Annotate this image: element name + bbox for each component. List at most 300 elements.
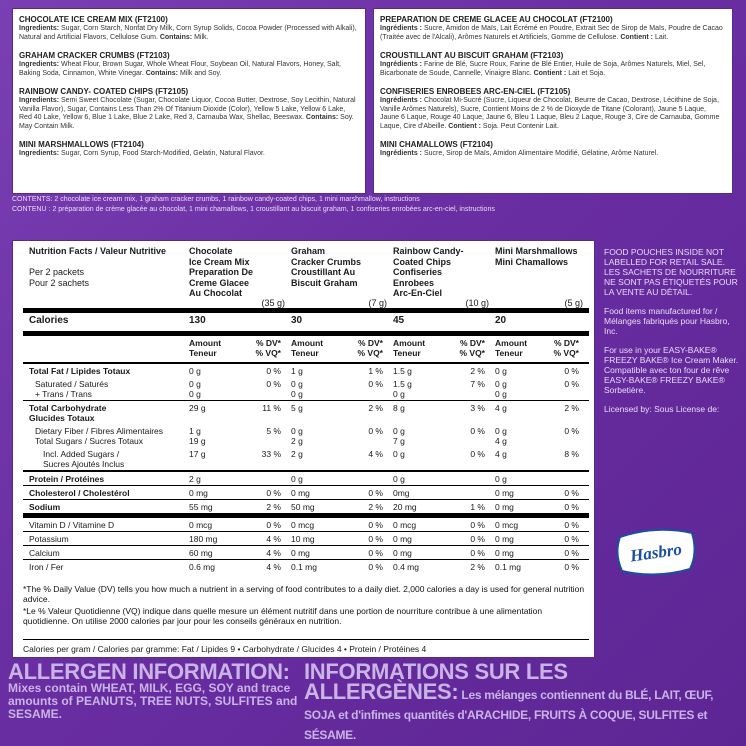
text-line: 2 % <box>368 403 383 413</box>
nutrient-amount <box>495 424 552 447</box>
nutrient-amount <box>393 560 450 574</box>
text-line: 60 mg <box>189 548 213 558</box>
footnote-english: *The % Daily Value (DV) tells you how much a nutrient in a serving of food contributes to a daily diet. 2,000 calories a day is used for general nutrition advice. <box>23 584 585 604</box>
nutrient-amount <box>189 363 246 377</box>
nutrition-title <box>23 246 189 311</box>
ingredients-french-panel <box>373 8 733 194</box>
text-line: 0 % <box>564 379 579 389</box>
text-line: Teneur <box>495 348 523 358</box>
product-name-line: Cracker Crumbs <box>291 256 362 267</box>
ingredient-text <box>380 25 726 42</box>
product-name-line: Mini Chamallows <box>495 256 569 267</box>
text-line: Total Fat / Lipides Totaux <box>29 366 131 376</box>
text-line: 7 % <box>470 379 485 389</box>
text-line: 2 % <box>470 366 485 376</box>
text-line: 0 mg <box>393 534 412 544</box>
text-line: 10 mg <box>291 534 315 544</box>
text-line: % DV* <box>553 338 579 348</box>
product-weight: (5 g) <box>564 297 583 308</box>
product-name-line: Preparation De <box>189 267 254 277</box>
text-line: Protein / Protéines <box>29 474 105 484</box>
text-line: 0 g <box>291 474 303 484</box>
text-line: Calcium <box>29 548 60 558</box>
text-line: 0 % <box>368 520 383 530</box>
text-line: 4 % <box>266 548 281 558</box>
ingredient-label: Ingredients: <box>19 61 60 68</box>
text-line: 20 mg <box>393 502 417 512</box>
nutrient-dv <box>552 532 589 546</box>
product-weight: (35 g) <box>261 297 285 308</box>
allergen-title-french-line2: ALLERGÈNES: Les mélanges contiennent du BLÉ, LAIT, ŒUF, SOJA et d'infimes quantités d'ARACHIDE, FRUITS À COQUE, SULFITES et SÉSAME. <box>304 679 714 742</box>
ingredient-text <box>380 150 726 159</box>
text-line: Potassium <box>29 534 69 544</box>
nutrient-amount <box>393 401 450 425</box>
text-line: 0 g <box>189 389 201 399</box>
text-line: 1 g <box>189 426 201 436</box>
ingredient-contains: Lait et Soja. <box>566 69 606 77</box>
nutrient-amount <box>189 401 246 425</box>
ingredients-english-panel <box>12 8 366 194</box>
text-line: 0 % <box>470 520 485 530</box>
ingredient-title: CONFISERIES ENROBEES ARC-EN-CIEL (FT2105) <box>380 87 571 96</box>
text-line: 11 % <box>262 403 281 413</box>
text-line: 2 g <box>291 449 303 459</box>
nutrient-label <box>23 471 189 486</box>
text-line: 0 % <box>266 379 281 389</box>
nutrient-amount <box>291 516 348 532</box>
text-line: 4 g <box>495 403 507 413</box>
text-line: 5 g <box>291 403 303 413</box>
nutrient-dv <box>246 471 291 486</box>
nutrient-amount <box>189 532 246 546</box>
nutrient-dv <box>552 447 589 471</box>
text-line: % VQ* <box>459 348 485 358</box>
text-line: 45 <box>393 315 405 326</box>
nutrient-dv <box>450 447 495 471</box>
nutrient-label <box>23 516 189 532</box>
ingredient-label: Ingrédients : <box>380 150 423 157</box>
text-line: 0 mg <box>189 488 208 498</box>
nutrient-amount <box>291 500 348 516</box>
product-name-line: Arc-En-Ciel <box>393 288 443 298</box>
nutrient-dv <box>348 471 393 486</box>
nutrient-dv <box>348 546 393 560</box>
ingredient-contains-label: Contient : <box>620 33 654 41</box>
nutrient-amount <box>393 486 450 500</box>
ingredient-title: CHOCOLATE ICE CREAM MIX (FT2100) <box>19 15 168 24</box>
text-line: Per 2 packets <box>29 267 85 277</box>
nutrient-dv <box>552 363 589 377</box>
contents-french: CONTENU : 2 préparation de crème glacée au chocolat, 1 mini chamallows, 1 croustillant au biscuit graham, 1 confiseries enrobées arc-en-ciel, instructions <box>12 205 495 213</box>
nutrient-amount <box>495 447 552 471</box>
text-line: 7 g <box>393 436 405 446</box>
nutrient-amount <box>291 363 348 377</box>
nutrition-facts-panel <box>12 240 595 658</box>
ingredient-title: CROUSTILLANT AU BISCUIT GRAHAM (FT2103) <box>380 51 564 60</box>
ingredient-title: PREPARATION DE CREME GLACEE AU CHOCOLAT (FT2100) <box>380 15 613 24</box>
text-line: 0.1 mg <box>495 562 521 572</box>
text-line: 4 % <box>368 449 383 459</box>
ingredient-text: Semi Sweet Chocolate (Sugar, Chocolate Liquor, Cocoa Butter, Dextrose, Soy Lecithin, Natural Vanilla Flavor), Sugar, Contains Less Than 2% Of Titanium Dioxide (Color), Yellow 5 Lake, Yellow 6 Lake, Red 40 Lake, Yellow 6, Blue 1 Lake, Blue 2 Lake, Red 3, Carnauba Wax, Shellac, Beeswax. <box>19 97 356 121</box>
text-line: Amount <box>495 338 528 348</box>
product-name-line: Biscuit Graham <box>291 277 358 288</box>
text-line: 1 % <box>470 502 485 512</box>
text-line: 2 % <box>470 562 485 572</box>
ingredient-title: MINI CHAMALLOWS (FT2104) <box>380 140 493 149</box>
ingredient-label: Ingredients: <box>19 150 60 157</box>
manufactured-for: Food items manufactured for / Mélanges fabriqués pour Hasbro, Inc. <box>604 306 730 336</box>
calories-label <box>23 311 189 334</box>
nutrient-label <box>23 500 189 516</box>
ingredient-contains: Soja. Peut Contenir Lait. <box>480 122 559 130</box>
text-line: 0 mcg <box>495 520 519 530</box>
text-line: 0 mg <box>495 534 514 544</box>
text-line: 0 % <box>368 488 383 498</box>
nutrient-amount <box>495 532 552 546</box>
ingredient-contains-label: Contains: <box>305 114 339 121</box>
product-name-line: Au Chocolat <box>189 288 242 298</box>
nutrient-dv <box>246 516 291 532</box>
nutrient-amount <box>393 471 450 486</box>
amount-spacer <box>23 334 189 364</box>
ingredient-contains-label: Contient : <box>533 69 567 77</box>
text-line: 2 % <box>368 502 383 512</box>
nutrient-label <box>23 377 189 401</box>
product-header <box>291 246 393 311</box>
calories-value <box>495 311 589 334</box>
product-name-line: Enrobees <box>393 277 435 288</box>
licensed-by: Licensed by: Sous License de: <box>604 404 720 414</box>
nutrient-dv <box>348 560 393 574</box>
text-line: 2 g <box>189 474 201 484</box>
ingredient-contains: Milk. <box>192 33 209 41</box>
nutrient-amount <box>393 424 450 447</box>
nutrient-dv <box>348 424 393 447</box>
text-line: 0 g <box>495 389 507 399</box>
nutrient-amount <box>495 500 552 516</box>
text-line: Pour 2 sachets <box>29 277 90 288</box>
text-line: 0 g <box>393 474 405 484</box>
nutrient-dv <box>450 401 495 425</box>
nutrient-dv <box>450 486 495 500</box>
text-line: 4 % <box>266 534 281 544</box>
text-line: 0 g <box>393 389 405 399</box>
nutrient-dv <box>348 486 393 500</box>
nutrient-dv <box>450 516 495 532</box>
nutrient-dv <box>450 424 495 447</box>
nutrient-dv <box>552 560 589 574</box>
text-line: 0 % <box>564 488 579 498</box>
ingredient-contains: Soy. May Contain Milk. <box>19 114 354 130</box>
product-name-line: Rainbow Candy- <box>393 246 464 256</box>
amount-header <box>189 334 246 364</box>
text-line: 4 g <box>495 449 507 459</box>
calories-value <box>291 311 393 334</box>
nutrition-facts-table <box>23 246 589 573</box>
nutrient-amount <box>291 546 348 560</box>
text-line: 4 g <box>495 436 507 446</box>
ingredient-contains-label: Contient : <box>448 122 481 130</box>
nutrient-label <box>23 424 189 447</box>
text-line: 19 g <box>189 436 206 446</box>
text-line: 1 g <box>291 366 303 376</box>
text-line: 0 % <box>470 534 485 544</box>
nutrient-amount <box>393 447 450 471</box>
text-line: 0 g <box>189 366 201 376</box>
nutrient-dv <box>450 560 495 574</box>
nutrient-label <box>23 363 189 377</box>
text-line: 1.5 g <box>393 379 412 389</box>
nutrient-amount <box>495 363 552 377</box>
nutrient-amount <box>291 447 348 471</box>
text-line: 0 g <box>495 379 507 389</box>
nutrient-dv <box>450 546 495 560</box>
text-line: 8 g <box>393 403 405 413</box>
product-name-line: Mini Marshmallows <box>495 246 578 256</box>
text-line: 0 % <box>564 366 579 376</box>
amount-header <box>495 334 552 364</box>
nutrient-dv <box>246 560 291 574</box>
nutrient-amount <box>393 500 450 516</box>
text-line: 0.4 mg <box>393 562 419 572</box>
hasbro-logo <box>612 523 700 579</box>
text-line: % VQ* <box>553 348 579 358</box>
product-weight: (10 g) <box>465 297 489 308</box>
nutrient-amount <box>291 471 348 486</box>
side-panel <box>604 247 740 423</box>
product-name-line: Confiseries <box>393 267 443 277</box>
nutrient-amount <box>189 377 246 401</box>
text-line: 0 g <box>393 449 405 459</box>
ingredient-title: GRAHAM CRACKER CRUMBS (FT2103) <box>19 51 170 60</box>
nutrient-dv <box>552 424 589 447</box>
ingredient-label: Ingrédients : <box>380 25 423 32</box>
product-weight: (7 g) <box>368 297 387 308</box>
nutrient-dv <box>348 447 393 471</box>
nutrient-dv <box>246 532 291 546</box>
nutrient-amount <box>291 377 348 401</box>
nutrient-dv <box>450 363 495 377</box>
text-line: 0 mg <box>495 548 514 558</box>
text-line: 0 % <box>368 534 383 544</box>
nutrient-dv <box>552 401 589 425</box>
ingredient-text <box>19 61 359 78</box>
amount-header <box>291 334 348 364</box>
text-line: 0 g <box>393 426 405 436</box>
text-line: Amount <box>189 338 222 348</box>
allergen-english <box>8 659 298 721</box>
text-line: Cholesterol / Cholestérol <box>29 488 130 498</box>
text-line: 8 % <box>564 449 579 459</box>
text-line: 33 % <box>261 449 281 459</box>
nutrient-amount <box>189 500 246 516</box>
text-line: 0 g <box>291 389 303 399</box>
dv-header <box>348 334 393 364</box>
text-line: 5 % <box>266 426 281 436</box>
text-line: 0 % <box>564 548 579 558</box>
nutrient-amount <box>495 486 552 500</box>
ingredient-contains-label: Contains: <box>145 69 179 77</box>
text-line: 0 g <box>291 426 303 436</box>
text-line: 0 mcg <box>189 520 213 530</box>
text-line: 1.5 g <box>393 366 412 376</box>
nutrient-dv <box>348 363 393 377</box>
nutrient-amount <box>393 546 450 560</box>
text-line: Amount <box>291 338 324 348</box>
nutrient-dv <box>348 516 393 532</box>
text-line: % VQ* <box>357 348 383 358</box>
nutrient-dv <box>450 377 495 401</box>
text-line: 0 % <box>368 379 383 389</box>
allergen-body-english: Mixes contain WHEAT, MILK, EGG, SOY and trace amounts of PEANUTS, TREE NUTS, SULFITES and SESAME. <box>8 681 298 721</box>
nutrient-dv <box>552 546 589 560</box>
allergen-title-english: ALLERGEN INFORMATION: <box>8 659 290 684</box>
nutrient-amount <box>189 546 246 560</box>
nutrient-dv <box>246 401 291 425</box>
nutrient-dv <box>450 500 495 516</box>
contents-statement <box>12 196 612 215</box>
product-name-line: Coated Chips <box>393 256 452 267</box>
ingredient-text <box>380 97 726 131</box>
product-name-line: Creme Glacee <box>189 277 250 288</box>
text-line: 17 g <box>189 449 206 459</box>
text-line: 0 % <box>266 488 281 498</box>
text-line: 0 mg <box>495 488 514 498</box>
text-line: % DV* <box>255 338 281 348</box>
text-line: Iron / Fer <box>29 562 64 572</box>
compatibility-note: For use in your EASY-BAKE® FREEZY BAKE® Ice Cream Maker. Compatible avec ton four de rêve EASY-BAKE® FREEZY BAKE® Sorbetière. <box>604 345 739 395</box>
ingredient-text: Sucre, Sirop de Maïs, Amidon Alimentaire Modifié, Gélatine, Arôme Naturel. <box>422 150 659 157</box>
nutrient-amount <box>291 401 348 425</box>
daily-value-footnote <box>23 584 589 628</box>
ingredient-text <box>19 150 359 159</box>
text-line: 0 % <box>470 426 485 436</box>
text-line: 1 % <box>368 366 383 376</box>
text-line: 0 % <box>564 502 579 512</box>
nutrient-dv <box>348 401 393 425</box>
text-line: 0 % <box>368 426 383 436</box>
text-line: 0 g <box>291 379 303 389</box>
nutrient-amount <box>393 377 450 401</box>
nutrient-amount <box>393 363 450 377</box>
dv-header <box>246 334 291 364</box>
text-line: 2 % <box>266 502 281 512</box>
text-line: 29 g <box>189 403 206 413</box>
text-line: Sodium <box>29 502 61 512</box>
footnote-french: *Le % Valeur Quotidienne (VQ) indique dans quelle mesure un élément nutritif dans une portion de nourriture contribue à une alimentation quotidienne. On utilise 2000 calories par jour pour les conseils généraux en nutrition. <box>23 606 543 626</box>
text-line: 0.6 mg <box>189 562 215 572</box>
nutrient-dv <box>246 447 291 471</box>
nutrient-amount <box>495 401 552 425</box>
ingredient-contains: Lait. <box>653 33 669 41</box>
ingredient-label: Ingrédients : <box>380 97 423 104</box>
text-line: 0 g <box>495 426 507 436</box>
text-line: 0 mcg <box>291 520 315 530</box>
text-line: 0 % <box>564 562 579 572</box>
nutrient-amount <box>495 560 552 574</box>
nutrient-dv <box>246 377 291 401</box>
text-line: 0 mg <box>495 502 514 512</box>
text-line: 0 mg <box>291 548 310 558</box>
product-name-line: Croustillant Au <box>291 267 356 277</box>
ingredient-contains-label: Contains: <box>159 33 193 41</box>
text-line: Glucides Totaux <box>29 413 95 423</box>
nutrient-dv <box>552 471 589 486</box>
text-line: 0 % <box>564 426 579 436</box>
text-line: Teneur <box>291 348 319 358</box>
ingredient-label: Ingredients: <box>19 25 60 32</box>
nutrient-dv <box>348 500 393 516</box>
nutrient-amount <box>291 532 348 546</box>
text-line: 0 % <box>368 562 383 572</box>
text-line: Vitamin D / Vitamine D <box>29 520 115 530</box>
nutrient-label <box>23 486 189 500</box>
nutrient-dv <box>348 532 393 546</box>
ingredient-text: Wheat Flour, Brown Sugar, Whole Wheat Flour, Soybean Oil, Natural Flavors, Honey, Salt, Baking Soda, Cinnamon, White Vinegar. <box>19 61 342 77</box>
text-line: 0 g <box>495 474 507 484</box>
nutrient-amount <box>495 516 552 532</box>
nutrient-amount <box>291 560 348 574</box>
nutrient-dv <box>450 471 495 486</box>
nutrient-amount <box>291 486 348 500</box>
ingredient-text <box>19 25 359 42</box>
text-line: 0 % <box>266 520 281 530</box>
text-line: 30 <box>291 315 303 326</box>
calories-value <box>393 311 495 334</box>
product-header <box>495 246 589 311</box>
nutrient-amount <box>189 516 246 532</box>
text-line: 20 <box>495 315 507 326</box>
nutrient-dv <box>246 363 291 377</box>
nutrient-amount <box>495 546 552 560</box>
text-line: % DV* <box>357 338 383 348</box>
text-line: Teneur <box>189 348 217 358</box>
text-line: 0 % <box>266 366 281 376</box>
text-line: Nutrition Facts / Valeur Nutritive <box>29 246 167 256</box>
dv-header <box>552 334 589 364</box>
text-line: Amount <box>393 338 426 348</box>
text-line: 50 mg <box>291 502 315 512</box>
nutrient-amount <box>189 471 246 486</box>
product-header <box>393 246 495 311</box>
nutrient-dv <box>348 377 393 401</box>
nutrient-amount <box>189 447 246 471</box>
calories-per-gram: Calories per gram / Calories par gramme: Fat / Lipides 9 • Carbohydrate / Glucides 4 • Protein / Protéines 4 <box>23 639 589 654</box>
ingredient-text <box>380 61 726 78</box>
text-line: 0 mg <box>393 548 412 558</box>
text-line: % DV* <box>459 338 485 348</box>
ingredient-title: MINI MARSHMALLOWS (FT2104) <box>19 140 144 149</box>
text-line: 2 g <box>291 436 303 446</box>
text-line: 0mg <box>393 488 410 498</box>
nutrient-dv <box>246 486 291 500</box>
nutrient-dv <box>552 377 589 401</box>
text-line: 4 % <box>266 562 281 572</box>
nutrient-label <box>23 447 189 471</box>
nutrient-dv <box>450 532 495 546</box>
allergen-french <box>304 659 744 742</box>
hasbro-logo-text: Hasbro <box>628 539 683 566</box>
text-line: 0 % <box>470 548 485 558</box>
ingredient-contains: Milk and Soy. <box>178 69 222 77</box>
text-line: 0.1 mg <box>291 562 317 572</box>
product-name-line: Chocolate <box>189 246 233 256</box>
nutrient-label <box>23 401 189 425</box>
text-line: + Trans / Trans <box>35 389 92 399</box>
nutrient-amount <box>393 532 450 546</box>
text-line: Dietary Fiber / Fibres Alimentaires <box>35 426 164 436</box>
text-line: 0 g <box>495 366 507 376</box>
